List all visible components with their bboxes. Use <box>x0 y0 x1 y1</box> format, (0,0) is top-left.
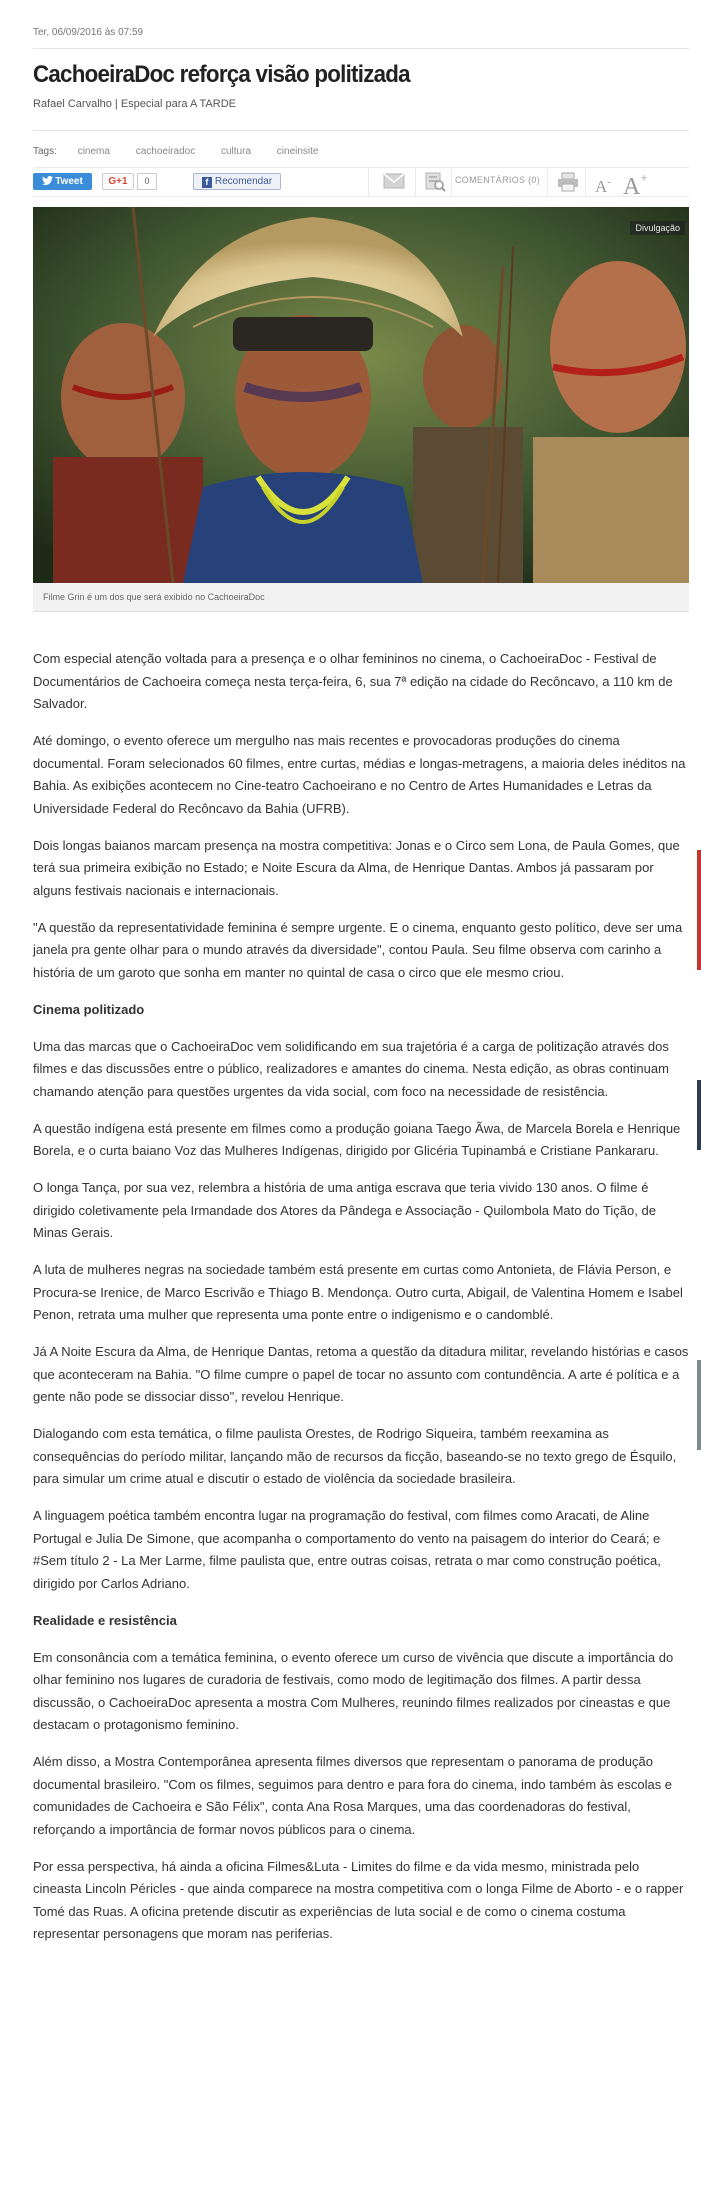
paragraph: Com especial atenção voltada para a presença e o olhar femininos no cinema, o CachoeiraDoc - Festival de Documentários de Cachoeira começa nesta terça-feira, 6, sua 7ª edição na cidade do Recôncavo, a 110 km de Salvador. <box>33 651 673 711</box>
section-heading: Cinema politizado <box>33 1001 145 1017</box>
paragraph: Além disso, a Mostra Contemporânea apresenta filmes diversos que representam o panorama de produção documental brasileiro. "Com os filmes, seguimos para dentro e para fora do cinema, indo também às escolas e comunidades de Cachoeira e São Félix", conta Ana Rosa Marques, uma das coordenadoras do festival, reforçando a importância de formar novos públicos para o cinema. <box>33 1754 673 1837</box>
indigenous-men-photo <box>33 207 689 583</box>
twitter-bird-icon <box>42 176 53 185</box>
share-toolbar <box>33 167 689 200</box>
paragraph: Até domingo, o evento oferece um mergulho nas mais recentes e provocadoras produções do cinema documental. Foram selecionados 60 filmes, entre curtas, médias e longas-metragens, a maioria deles inéditos na Bahia. As exibições acontecem no Cine-teatro Cachoeirano e no Centro de Artes Humanidades e Letras da Universidade Federal do Recôncavo da Bahia (UFRB). <box>33 733 686 816</box>
print-preview-icon[interactable] <box>423 171 447 192</box>
gplus-count: 0 <box>137 173 157 190</box>
article <box>33 0 689 1960</box>
paragraph: A luta de mulheres negras na sociedade também está presente em curtas como Antonieta, de Flávia Person, e Procura-se Irenice, de Marco Escrivão e Thiago B. Mendonça. Outro curta, Abigail, de Valentina Homem e Isabel Penon, retrata uma mulher que representa uma ponte entre o indigenismo e o candomblé. <box>33 1262 683 1322</box>
article-photo <box>33 207 689 583</box>
divider <box>451 168 452 196</box>
paragraph: O longa Tança, por sua vez, relembra a história de uma antiga escrava que teria vivido 130 anos. O filme é dirigido coletivamente pela Irmandade dos Atores da Pândega e Associação - Quilombola Mato do Tição, de Minas Gerais. <box>33 1180 656 1240</box>
tag-link[interactable]: cachoeiradoc <box>135 146 196 157</box>
paragraph: Já A Noite Escura da Alma, de Henrique Dantas, retoma a questão da ditadura militar, revelando histórias e casos que aconteceram na Bahia. "O filme cumpre o papel de tocar no assunto com contundência. A arte é política e a gente não pode se dissociar disso", revelou Henrique. <box>33 1344 689 1404</box>
divider <box>33 130 689 131</box>
article-byline: Rafael Carvalho | Especial para A TARDE <box>33 98 236 110</box>
paragraph: Dois longas baianos marcam presença na mostra competitiva: Jonas e o Circo sem Lona, de Paula Gomes, que terá sua primeira exibição no Estado; e Noite Escura da Alma, de Henrique Dantas. Ambos já passaram por alguns festivais nacionais e internacionais. <box>33 837 680 898</box>
facebook-recommend-button[interactable] <box>193 173 281 190</box>
paragraph: A linguagem poética também encontra lugar na programação do festival, com filmes como Aracati, de Aline Portugal e Julia De Simone, que acompanha o comportamento do vento na paisagem do interior do Ceará; e #Sem título 2 - La Mer Larme, filme paulista que, entre outras coisas, retrata o mar como construção poética, dirigido por Carlos Adriano. <box>33 1508 661 1591</box>
divider <box>547 168 548 196</box>
facebook-label: Recomendar <box>214 176 273 187</box>
paragraph: A questão indígena está presente em filmes como a produção goiana Taego Ãwa, de Marcela Borela e Henrique Borela, e o curta baiano Voz das Mulheres Indígenas, dirigido por Glicéria Tupinambá e Cristiane Pankararu. <box>33 1120 681 1158</box>
comments-link[interactable]: COMENTÁRIOS (0) <box>455 175 541 185</box>
paragraph: "A questão da representatividade feminina é sempre urgente. E o cinema, enquanto gesto político, deve ser uma janela pra gente olhar para o mundo através da diversidade", contou Paula. Seu filme observa com carinho a história de um garoto que sonha em manter no quintal de casa o circo que ele mesmo criou. <box>33 919 683 980</box>
paragraph: Dialogando com esta temática, o filme paulista Orestes, de Rodrigo Siqueira, também reexamina as consequências do período militar, lançando mão de recursos da ficção, baseando-se no texto grego de Ésquilo, para simular um crime atual e discutir o estado de violência da sociedade brasileira. <box>33 1426 677 1486</box>
font-decrease-label: A <box>595 177 608 196</box>
tag-link[interactable]: cinema <box>77 146 110 157</box>
sidebar-edge <box>697 1080 701 1150</box>
publish-date: Ter, 06/09/2016 às 07:59 <box>33 27 144 38</box>
section-heading: Realidade e resistência <box>33 1612 177 1628</box>
paragraph: Em consonância com a temática feminina, o evento oferece um curso de vivência que discute a importância do olhar feminino nos lugares de curadoria de festivais, como modo de legitimação dos filmes. A partir dessa discussão, o CachoeiraDoc apresenta a mostra Com Mulheres, reunindo filmes realizados por cineastas e que destacam o protagonismo feminino. <box>33 1649 674 1732</box>
gplus-button[interactable]: G+1 <box>102 173 134 190</box>
divider <box>33 48 689 49</box>
divider <box>368 168 369 196</box>
divider <box>415 168 416 196</box>
email-icon[interactable] <box>383 173 405 189</box>
printer-icon[interactable] <box>557 172 579 192</box>
photo-credit: Divulgação <box>630 221 685 235</box>
divider <box>585 168 586 196</box>
tag-list <box>33 145 689 159</box>
article-title: CachoeiraDoc reforça visão politizada <box>33 61 410 88</box>
tags-label: Tags: <box>33 146 57 157</box>
paragraph: Por essa perspectiva, há ainda a oficina Filmes&Luta - Limites do filme e da vida mesmo, ministrada pelo cineasta Lincoln Péricles - que ainda comparece na mostra competitiva com o longa Filme de Aborto - e o rapper Tomé das Ruas. A oficina pretende discutir as experiências de luta social e de como o cinema costuma representar personagens que moram nas periferias. <box>33 1858 684 1941</box>
photo-caption: Filme Grin é um dos que será exibido no CachoeiraDoc <box>33 583 689 612</box>
tweet-button[interactable] <box>33 173 92 190</box>
tweet-label: Tweet <box>55 176 83 187</box>
tag-link[interactable]: cineinsite <box>276 146 319 157</box>
article-body <box>33 648 689 1946</box>
font-decrease-button[interactable] <box>595 176 611 197</box>
tag-link[interactable]: cultura <box>220 146 251 157</box>
sidebar-edge <box>697 850 701 970</box>
paragraph: Uma das marcas que o CachoeiraDoc vem solidificando em sua trajetória é a carga de politização através dos filmes e das discussões entre o público, realizadores e amantes do cinema. Nesta edição, as obras continuam chamando atenção para questões urgentes da vida social, com foco na necessidade de resistência. <box>33 1038 669 1099</box>
facebook-icon: f <box>202 177 212 188</box>
plus-sign: + <box>640 170 648 185</box>
sidebar-edge <box>697 1360 701 1450</box>
font-increase-label: A <box>623 174 641 200</box>
font-increase-button[interactable] <box>623 170 648 201</box>
minus-sign: - <box>607 176 611 188</box>
